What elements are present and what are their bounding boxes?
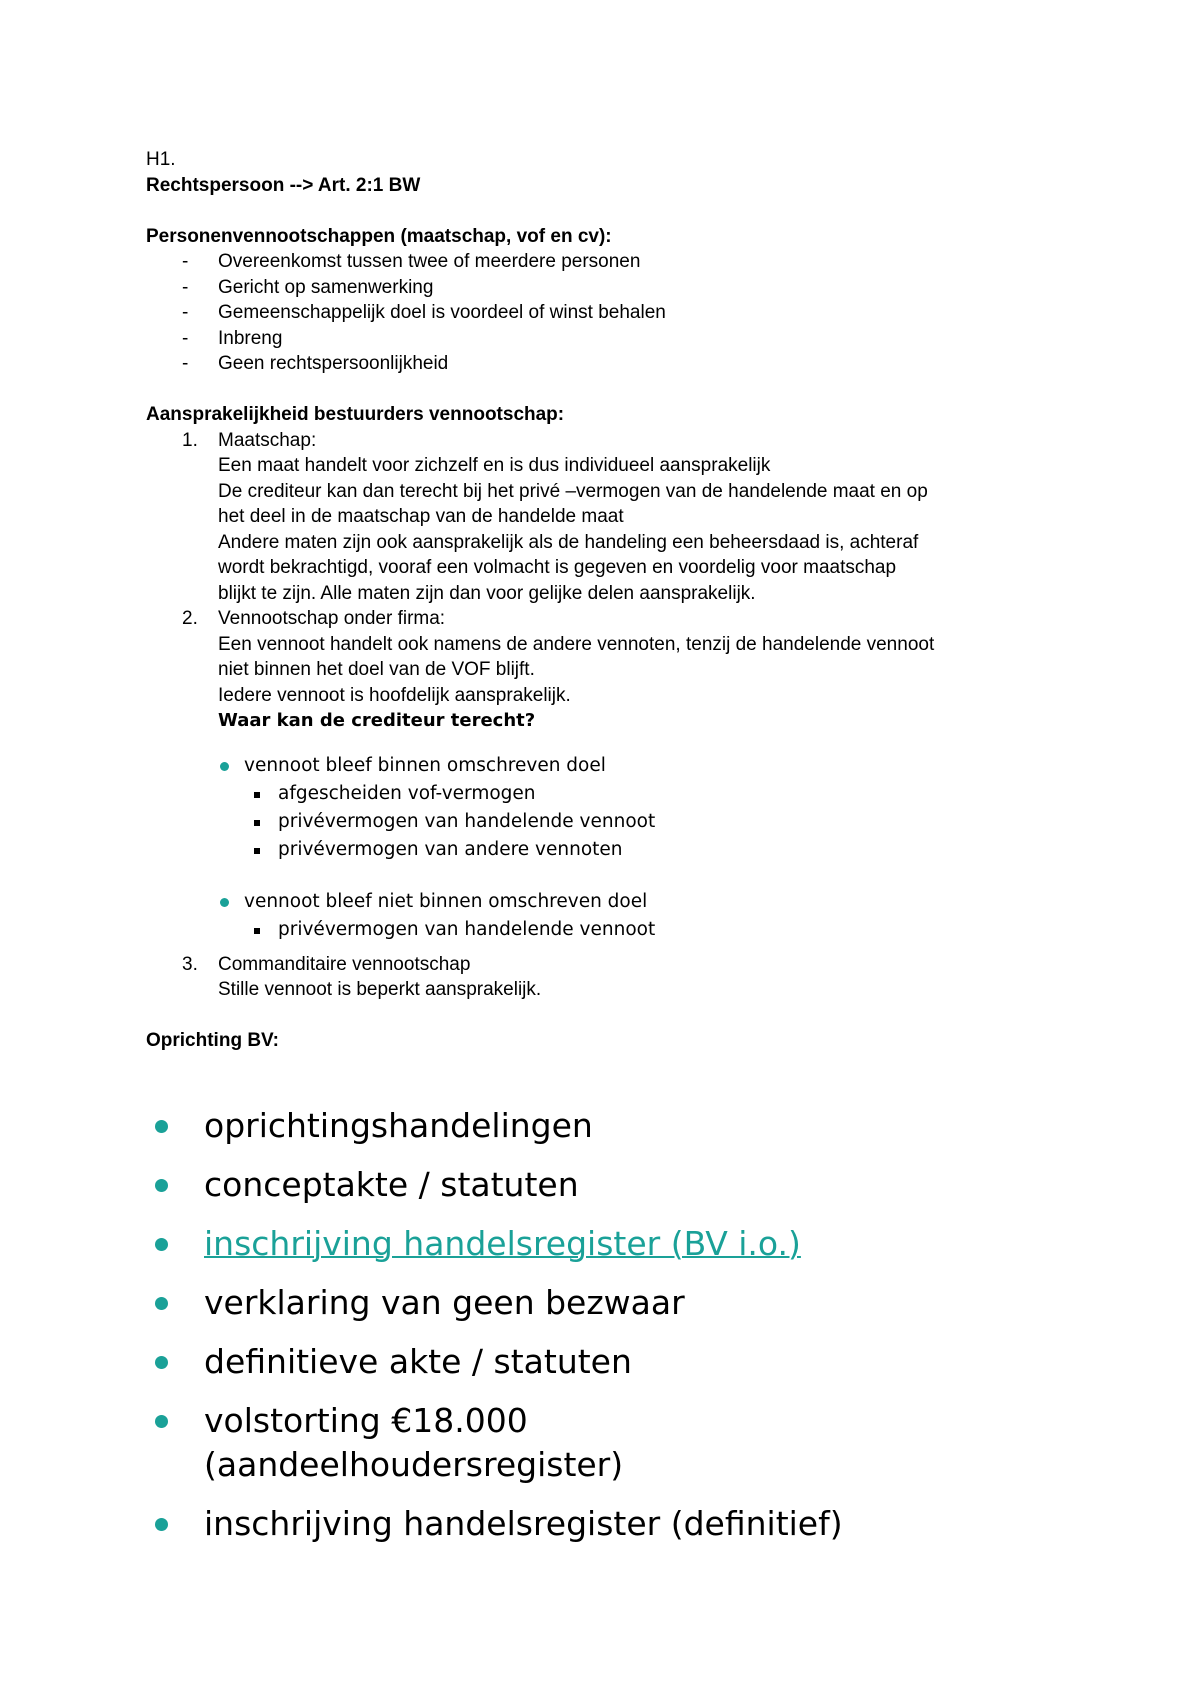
square-bullet-icon [254, 928, 260, 934]
square-bullet-icon [254, 848, 260, 854]
handelsregister-link[interactable]: inschrijving handelsregister (BV i.o.) [204, 1224, 801, 1263]
item-line: wordt bekrachtigd, vooraf een volmacht is gegeven en voordelig voor maatschap [218, 557, 897, 578]
dash-bullet: - [182, 276, 189, 298]
bullet-dot-icon [155, 1120, 168, 1133]
numbered-item-vof [146, 606, 1086, 944]
spacer [218, 864, 1086, 888]
slide-subbullet-list [218, 916, 1086, 944]
slide-subbullet [254, 808, 1086, 836]
slide-subbullet-text: privévermogen van andere vennoten [278, 838, 623, 860]
item-line: Vennootschap onder firma: [218, 608, 446, 629]
pasted-slide-vof [218, 752, 1086, 944]
bullet-dot-icon [155, 1415, 168, 1428]
item-line: het deel in de maatschap van de handelde maat [218, 506, 624, 527]
personen-title: Personenvennootschappen (maatschap, vof en cv): [146, 225, 612, 247]
slide-subbullet [254, 916, 1086, 944]
spacer [146, 198, 1086, 224]
item-line: Een maat handelt voor zichzelf en is dus individueel aansprakelijk [218, 455, 771, 476]
slide-bullet [218, 752, 1086, 780]
step-text: conceptakte / statuten [204, 1165, 579, 1204]
item-number: 3. [182, 953, 198, 975]
list-item [146, 326, 1086, 352]
oprichting-step [150, 1104, 843, 1148]
list-item-text: Gemeenschappelijk doel is voordeel of winst behalen [218, 302, 666, 323]
list-item [146, 275, 1086, 301]
item-number: 2. [182, 608, 198, 629]
numbered-item-cv [146, 952, 1086, 1003]
slide-subbullet-text: privévermogen van handelende vennoot [278, 810, 656, 832]
list-item-text: Overeenkomst tussen twee of meerdere personen [218, 251, 641, 272]
slide-bullet-list [218, 752, 1086, 780]
aansprakelijkheid-list [146, 428, 1086, 1003]
slide-bullet-text: vennoot bleef binnen omschreven doel [244, 754, 606, 776]
oprichting-step [150, 1222, 843, 1266]
dash-bullet: - [182, 302, 189, 323]
list-item [146, 300, 1086, 326]
bullet-dot-icon [220, 762, 229, 771]
step-text: verklaring van geen bezwaar [204, 1283, 685, 1322]
slide-subbullet-text: afgescheiden vof-vermogen [278, 782, 536, 804]
square-bullet-icon [254, 792, 260, 798]
dash-bullet: - [182, 251, 189, 272]
oprichting-step [150, 1502, 843, 1546]
slide-subbullet [254, 780, 1086, 808]
oprichting-step [150, 1281, 843, 1325]
bullet-dot-icon [155, 1238, 168, 1251]
oprichting-step [150, 1163, 843, 1207]
item-line: Een vennoot handelt ook namens de andere vennoten, tenzij de handelende vennoot [218, 633, 935, 655]
bullet-dot-icon [155, 1179, 168, 1192]
oprichting-step [150, 1340, 843, 1384]
bullet-dot-icon [220, 898, 229, 907]
slide-subbullet-text: privévermogen van handelende vennoot [278, 918, 656, 940]
item-line: Iedere vennoot is hoofdelijk aansprakelijk. [218, 684, 571, 706]
spacer [146, 377, 1086, 403]
slide-subbullet [254, 836, 1086, 864]
numbered-item-maatschap [146, 428, 1086, 607]
step-text: oprichtingshandelingen [204, 1106, 593, 1145]
rechtspersoon-line: Rechtspersoon --> Art. 2:1 BW [146, 174, 421, 196]
step-text: definitieve akte / statuten [204, 1342, 632, 1381]
oprichting-steps-list [150, 1104, 843, 1561]
step-text: inschrijving handelsregister (definitief) [204, 1504, 843, 1543]
aansprakelijkheid-title: Aansprakelijkheid bestuurders vennootschap: [146, 404, 565, 425]
dash-bullet: - [182, 327, 189, 349]
dash-bullet: - [182, 353, 189, 374]
oprichting-step [150, 1399, 843, 1487]
step-text-continued: (aandeelhoudersregister) [204, 1445, 624, 1484]
personen-list [146, 249, 1086, 377]
slide-bullet-text: vennoot bleef niet binnen omschreven doel [244, 890, 648, 912]
crediteur-question: Waar kan de crediteur terecht? [218, 710, 536, 731]
oprichting-title: Oprichting BV: [146, 1030, 279, 1051]
list-item [146, 351, 1086, 377]
item-line: De crediteur kan dan terecht bij het privé –vermogen van de handelende maat en op [218, 480, 928, 502]
spacer [146, 1003, 1086, 1029]
list-item [146, 249, 1086, 275]
item-line: Andere maten zijn ook aansprakelijk als de handeling een beheersdaad is, achteraf [218, 531, 919, 553]
chapter-heading: H1. [146, 149, 176, 170]
bullet-dot-icon [155, 1356, 168, 1369]
slide-bullet [218, 888, 1086, 916]
item-line: blijkt te zijn. Alle maten zijn dan voor gelijke delen aansprakelijk. [218, 582, 756, 604]
slide-subbullet-list [218, 780, 1086, 864]
item-line: niet binnen het doel van de VOF blijft. [218, 659, 535, 680]
document-body [146, 147, 1086, 1054]
step-text: volstorting €18.000 [204, 1401, 528, 1440]
bullet-dot-icon [155, 1297, 168, 1310]
list-item-text: Inbreng [218, 327, 283, 349]
square-bullet-icon [254, 820, 260, 826]
slide-bullet-list [218, 888, 1086, 916]
list-item-text: Geen rechtspersoonlijkheid [218, 353, 449, 374]
list-item-text: Gericht op samenwerking [218, 276, 434, 298]
item-line: Maatschap: [218, 429, 317, 451]
item-number: 1. [182, 429, 198, 451]
bullet-dot-icon [155, 1518, 168, 1531]
item-line: Commanditaire vennootschap [218, 953, 471, 975]
item-line: Stille vennoot is beperkt aansprakelijk. [218, 979, 542, 1000]
